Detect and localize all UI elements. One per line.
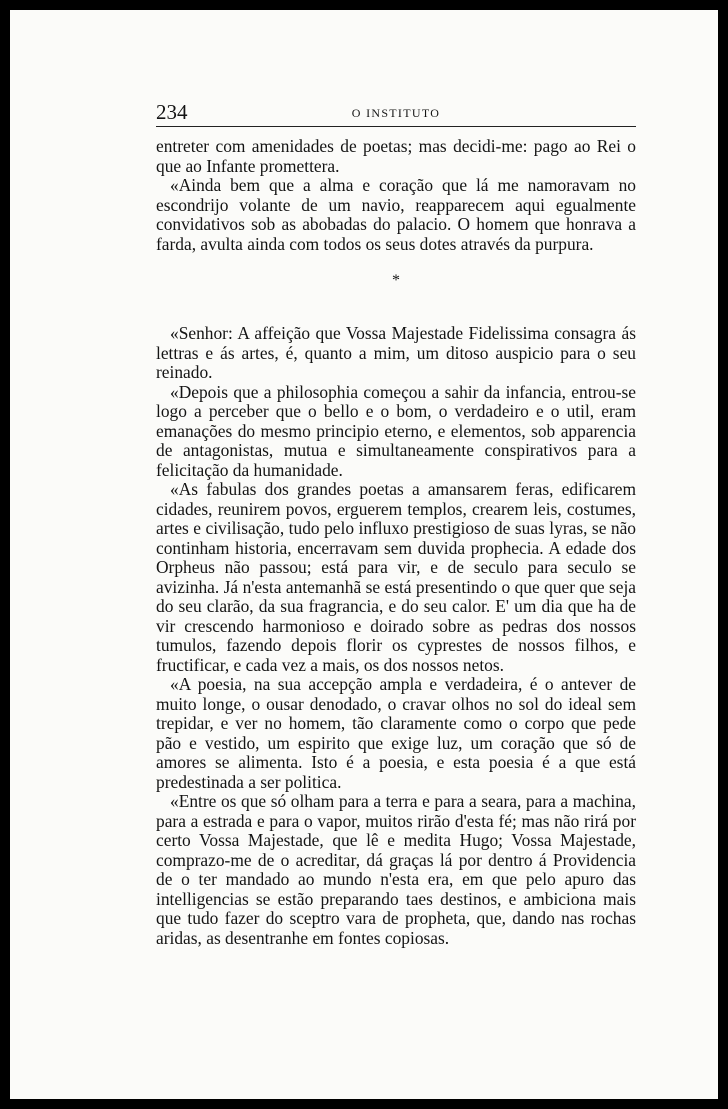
journal-title: O INSTITUTO <box>351 106 441 120</box>
paragraph: «Senhor: A affeição que Vossa Majestade Fidelissima consagra ás lettras e ás artes, é, quanto a mim, um ditoso auspicio para o seu reinado. <box>156 323 636 382</box>
page-number: 234 <box>156 100 188 124</box>
section-break-asterisk: * <box>392 272 400 289</box>
paragraph: «A poesia, na sua accepção ampla e verdadeira, é o antever de muito longe, o ousar denodado, o cravar olhos no sol do ideal sem trepidar, e ver no homem, tão claramente como o corpo que pede pão e vestido, um espirito que exige luz, um coração que só de amores se alimenta. Isto é a poesia, e esta poesia é a que está predestinada a ser politica. <box>156 674 636 792</box>
page-content <box>156 100 636 948</box>
running-header <box>156 100 636 127</box>
paragraph: «Entre os que só olham para a terra e para a seara, para a machina, para a estrada e para o vapor, muitos rirão d'esta fé; mas não rirá por certo Vossa Majestade, que lê e medita Hugo; Vossa Majestade, comprazo-me de o acreditar, dá graças lá por dentro á Providencia de o ter mandado ao mundo n'esta era, em que pelo apuro das intelligencias se estão preparando taes destinos, e ambiciona mais que tudo fazer do sceptro vara de propheta, que, dando nas rochas aridas, as desentranhe em fontes copiosas. <box>156 791 636 948</box>
paragraph: «Depois que a philosophia começou a sahir da infancia, entrou-se logo a perceber que o bello e o bom, o verdadeiro e o util, eram emanações do mesmo principio eterno, e elementos, sob apparencia de antagonistas, mutua e simultaneamente conspirativos para a felicitação da humanidade. <box>156 381 636 480</box>
paragraph: «As fabulas dos grandes poetas a amansarem feras, edificarem cidades, reunirem povos, erguerem templos, crearem leis, costumes, artes e civilisação, tudo pelo influxo prestigioso de suas lyras, se não continham historia, encerravam sem duvida prophecia. A edade dos Orpheus não passou; está para vir, e de seculo para seculo se avizinha. Já n'esta antemanhã se está presentindo o que quer que seja do seu clarão, da sua fragrancia, e do seu calor. E' um dia que ha de vir crescendo harmonioso e doirado sobre as pedras dos nossos tumulos, fazendo depois florir os cyprestes de nossos filhos, e fructificar, e cada vez a mais, os dos nossos netos. <box>156 479 636 675</box>
paragraph-continuation: entreter com amenidades de poetas; mas decidi-me: pago ao Rei o que ao Infante promettera. <box>156 136 636 176</box>
page-sheet <box>10 10 718 1099</box>
paragraph: «Ainda bem que a alma e coração que lá me namoravam no escondrijo volante de um navio, reapparecem aqui egualmente convidativos sob as abobadas do palacio. O homem que honrava a farda, avulta ainda com todos os seus dotes através da purpura. <box>156 175 636 254</box>
